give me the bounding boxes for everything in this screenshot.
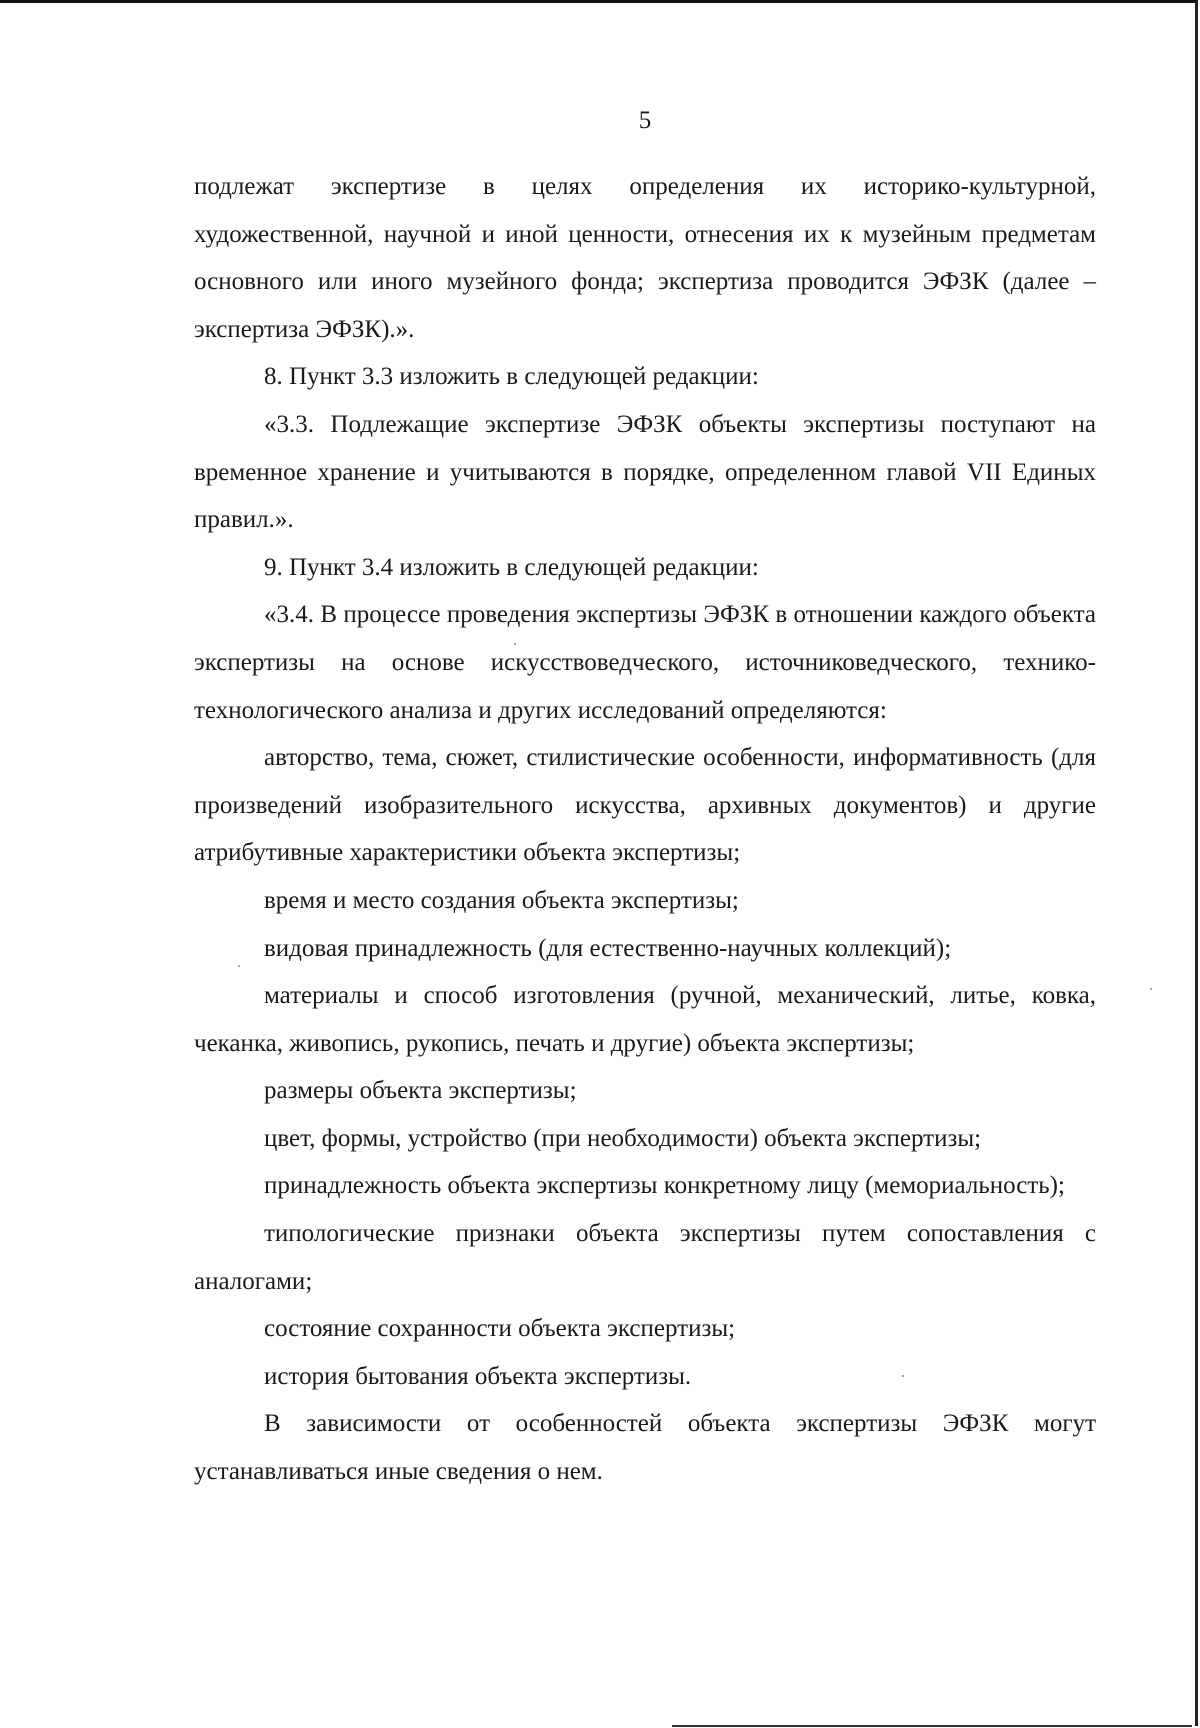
scan-speck [514, 643, 516, 645]
list-item-materials: материалы и способ изготовления (ручной, механический, литье, ковка, чеканка, живопись, рукопись, печать и другие) объекта экспертизы; [194, 982, 1096, 1057]
list-item-color-form: цвет, формы, устройство (при необходимости) объекта экспертизы; [264, 1124, 982, 1152]
paragraph-final: В зависимости от особенностей объекта экспертизы ЭФЗК могут устанавливаться иные сведения о нем. [194, 1410, 1096, 1486]
list-item-condition: состояние сохранности объекта экспертизы; [264, 1315, 736, 1343]
page-number: 5 [638, 107, 652, 134]
paragraph-item-8: 8. Пункт 3.3 изложить в следующей редакции: [264, 363, 759, 391]
paragraph-item-9: 9. Пункт 3.4 изложить в следующей редакции: [264, 553, 759, 581]
list-item-species: видовая принадлежность (для естественно-научных коллекций); [264, 934, 952, 962]
paragraph-1: подлежат экспертизе в целях определения их историко-культурной, художественной, научной и иной ценности, отнесения их к музейным предметам основного или иного музейного фонда; экспертиза проводится ЭФЗК (далее – экспертиза ЭФЗК).». [194, 173, 1096, 343]
list-item-time-place: время и место создания объекта экспертизы; [264, 886, 739, 914]
scan-speck [1150, 988, 1152, 990]
scan-speck [238, 965, 240, 967]
scan-edge-line [672, 1725, 1192, 1727]
list-item-authorship: авторство, тема, сюжет, стилистические особенности, информативность (для произведений изобразительного искусства, архивных документов) и другие атрибутивные характеристики объекта экспертизы; [194, 744, 1096, 867]
list-item-history: история бытования объекта экспертизы. [264, 1362, 692, 1390]
list-item-memorial: принадлежность объекта экспертизы конкретному лицу (мемориальность); [264, 1172, 1065, 1200]
document-body [194, 163, 1096, 1496]
paragraph-3-3: «3.3. Подлежащие экспертизе ЭФЗК объекты экспертизы поступают на временное хранение и учитываются в порядке, определенном главой VII Единых правил.». [194, 410, 1096, 534]
scan-speck [902, 1375, 904, 1377]
list-item-typology: типологические признаки объекта экспертизы путем сопоставления с аналогами; [194, 1220, 1096, 1295]
paragraph-3-4: «3.4. В процессе проведения экспертизы ЭФЗК в отношении каждого объекта экспертизы на основе искусствоведческого, источниковедческого, технико-технологического анализа и других исследований определяются: [194, 601, 1096, 724]
list-item-dimensions: размеры объекта экспертизы; [264, 1077, 577, 1105]
